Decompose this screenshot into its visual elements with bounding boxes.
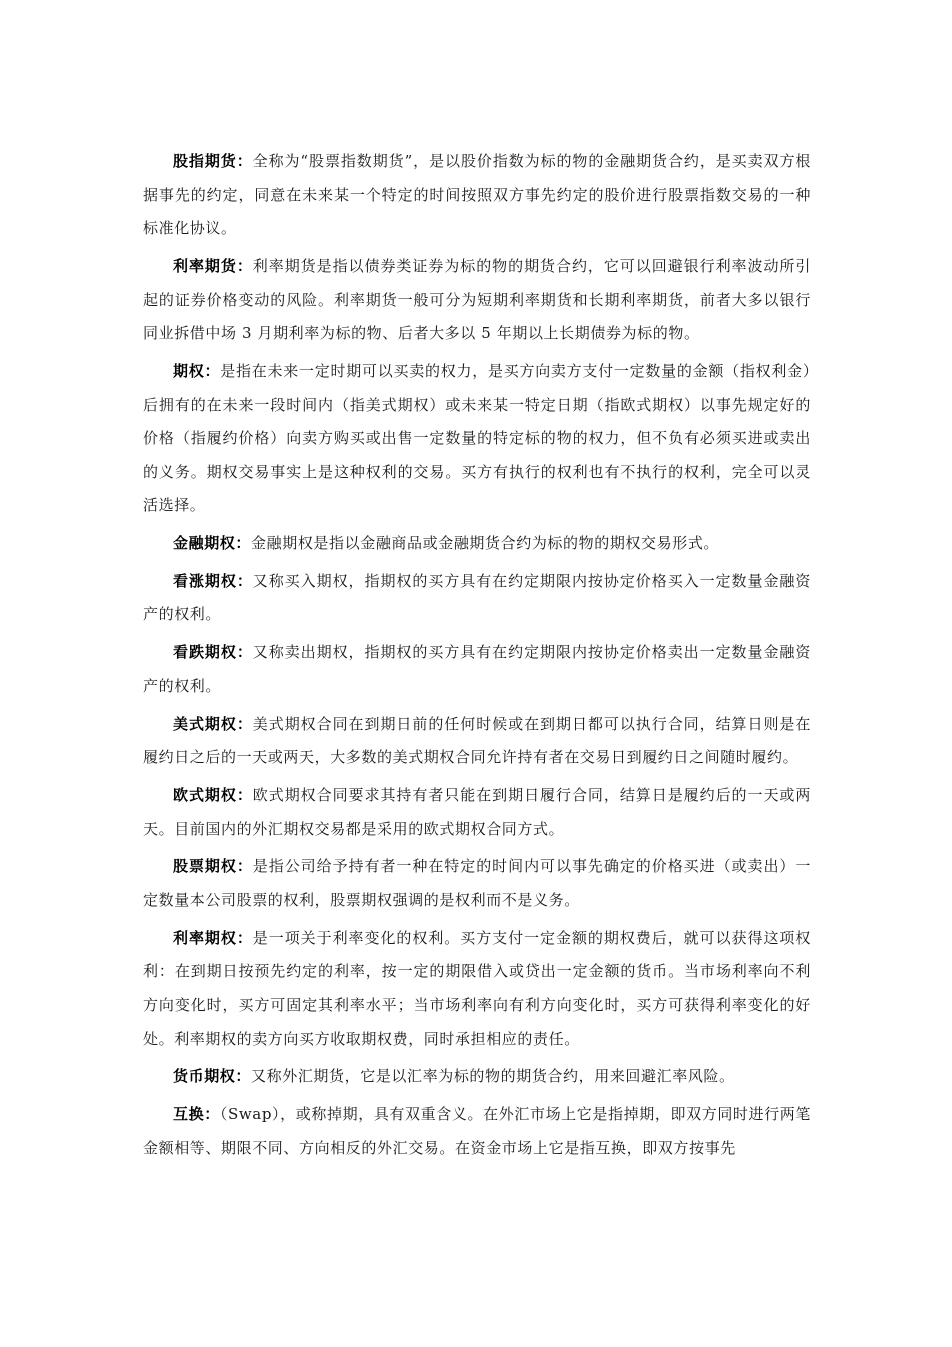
paragraph-financial-options: [143, 527, 811, 561]
term-definition: 是指公司给予持有者一种在特定的时间内可以事先确定的价格买进（或卖出）一定数量本公司股票的权利，股票期权强调的是权利而不是义务。: [143, 857, 811, 909]
term-definition: 又称买入期权，指期权的买方具有在约定期限内按协定价格买入一定数量金融资产的权利。: [143, 571, 811, 624]
paragraph-stock-index-futures: [143, 145, 811, 246]
term-heading: 美式期权：: [173, 714, 253, 733]
term-definition: 利率期货是指以债券类证券为标的物的期货合约，它可以回避银行利率波动所引起的证券价格变动的风险。利率期货一般可分为短期利率期货和长期利率期货，前者大多以银行同业拆借中场 3 月期利率为标的物、后者大多以 5 年期以上长期债券为标的物。: [143, 256, 811, 343]
term-heading: 期权：: [173, 361, 221, 380]
term-heading: 互换：: [173, 1105, 220, 1124]
term-heading: 看涨期权：: [173, 571, 253, 590]
term-definition: 美式期权合同在到期日前的任何时候或在到期日都可以执行合同，结算日则是在履约日之后的一天或两天，大多数的美式期权合同允许持有者在交易日到履约日之间随时履约。: [143, 714, 811, 767]
term-heading: 利率期货：: [173, 256, 253, 275]
term-heading: 利率期权：: [173, 928, 253, 947]
paragraph-interest-rate-futures: [143, 250, 811, 351]
term-heading: 货币期权：: [173, 1067, 252, 1086]
term-definition: 是一项关于利率变化的权利。买方支付一定金额的期权费后，就可以获得这项权利：在到期日按预先约定的利率，按一定的期限借入或贷出一定金额的货币。当市场利率向不利方向变化时，买方可固定其利率水平；当市场利率向有利方向变化时，买方可获得利率变化的好处。利率期权的卖方向买方收取期权费，同时承担相应的责任。: [143, 928, 811, 1048]
term-definition: 又称外汇期货，它是以汇率为标的物的期货合约，用来回避汇率风险。: [251, 1067, 735, 1086]
paragraph-options: [143, 355, 811, 523]
term-definition: 金融期权是指以金融商品或金融期货合约为标的物的期权交易形式。: [251, 534, 720, 553]
paragraph-american-options: [143, 708, 811, 775]
paragraph-put-options: [143, 636, 811, 703]
paragraph-stock-options: [143, 850, 811, 917]
term-definition: 全称为“股票指数期货”，是以股价指数为标的物的金融期货合约，是买卖双方根据事先的约定，同意在未来某一个特定的时间按照双方事先约定的股价进行股票指数交易的一种标准化协议。: [143, 152, 811, 238]
term-definition: 欧式期权合同要求其持有者只能在到期日履行合同，结算日是履约后的一天或两天。目前国内的外汇期权交易都是采用的欧式期权合同方式。: [143, 786, 811, 838]
term-heading: 股票期权：: [173, 857, 253, 876]
paragraph-call-options: [143, 565, 811, 632]
term-definition: 是指在未来一定时期可以买卖的权力，是买方向卖方支付一定数量的金额（指权利金）后拥有的在未来一段时间内（指美式期权）或未来某一特定日期（指欧式期权）以事先规定好的价格（指履约价格）向卖方购买或出售一定数量的特定标的物的权力，但不负有必须买进或卖出的义务。期权交易事实上是这种权利的交易。买方有执行的权利也有不执行的权利，完全可以灵活选择。: [143, 361, 811, 515]
term-heading: 股指期货：: [173, 152, 253, 170]
paragraph-currency-options: [143, 1060, 811, 1094]
term-heading: 欧式期权：: [173, 786, 253, 804]
paragraph-european-options: [143, 779, 811, 846]
term-heading: 看跌期权：: [173, 643, 253, 662]
term-definition: 又称卖出期权，指期权的买方具有在约定期限内按协定价格卖出一定数量金融资产的权利。: [143, 643, 811, 695]
document-page: [143, 145, 811, 1169]
term-definition: （Swap），或称掉期，具有双重含义。在外汇市场上它是指掉期，即双方同时进行两笔金额相等、期限不同、方向相反的外汇交易。在资金市场上它是指互换，即双方按事先: [143, 1105, 811, 1157]
paragraph-swap: [143, 1098, 811, 1165]
paragraph-interest-rate-options: [143, 922, 811, 1056]
term-heading: 金融期权：: [173, 534, 252, 553]
